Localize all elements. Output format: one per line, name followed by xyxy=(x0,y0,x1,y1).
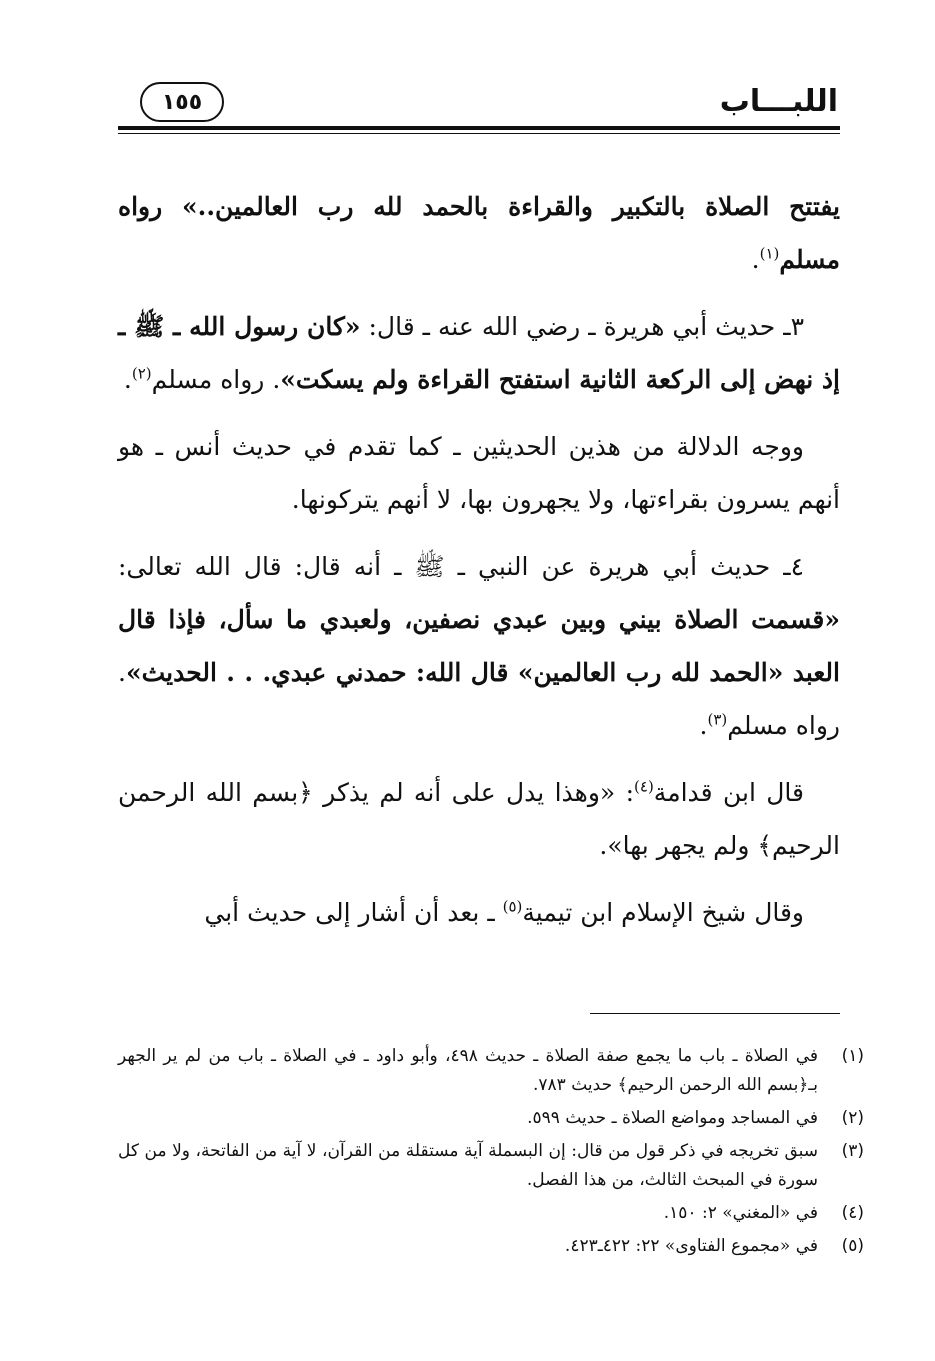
paragraph-end: . xyxy=(751,245,760,274)
paragraph-end: . رواه مسلم xyxy=(118,658,840,740)
hadith-text: «كان رسول الله ـ ﷺ ـ إذ نهض إلى الركعة الثانية استفتح القراءة ولم يسكت» xyxy=(118,312,840,394)
paragraph-intro: ٣ـ حديث أبي هريرة ـ رضي الله عنه ـ قال: xyxy=(360,312,804,341)
footnote-number: (٣) xyxy=(841,1141,864,1161)
footnote xyxy=(118,1232,864,1261)
footnote-ref: (٣) xyxy=(707,710,728,729)
paragraph-6 xyxy=(118,886,840,939)
footnote-number: (٢) xyxy=(841,1108,864,1128)
hadith-text: «قسمت الصلاة بيني وبين عبدي نصفين، ولعبدي ما سأل، فإذا قال العبد «الحمد لله رب العالمين» قال الله: حمدني عبدي. . . الحديث» xyxy=(118,605,840,687)
paragraph-end: . xyxy=(123,365,132,394)
paragraph-5 xyxy=(118,766,840,872)
footnote xyxy=(118,1137,864,1195)
header-rule-thick xyxy=(118,126,840,130)
footnote-text: في الصلاة ـ باب ما يجمع صفة الصلاة ـ حديث ٤٩٨، وأبو داود ـ في الصلاة ـ باب من لم ير الجهر بـ﴿بسم الله الرحمن الرحيم﴾ حديث ٧٨٣. xyxy=(118,1046,818,1095)
paragraph-4 xyxy=(118,540,840,752)
footnote xyxy=(118,1042,864,1100)
book-title: اللبـــاب xyxy=(719,84,838,119)
footnote-ref: (١) xyxy=(759,244,780,263)
footnote-text: سبق تخريجه في ذكر قول من قال: إن البسملة آية مستقلة من القرآن، لا آية من الفاتحة، ولا من كل سورة في المبحث الثالث، من هذا الفصل. xyxy=(118,1141,818,1190)
footnote-text: في المساجد ومواضع الصلاة ـ حديث ٥٩٩. xyxy=(527,1108,818,1128)
footnote-number: (٤) xyxy=(841,1203,864,1223)
footnote-ref: (٤) xyxy=(634,777,654,796)
paragraph-text: ـ بعد أن أشار إلى حديث أبي xyxy=(204,898,503,927)
paragraph-3: ووجه الدلالة من هذين الحديثين ـ كما تقدم في حديث أنس ـ هو أنهم يسرون بقراءتها، ولا يجهرون بها، لا أنهم يتركونها. xyxy=(118,432,840,514)
footnote xyxy=(118,1104,864,1133)
footnote-text: في «مجموع الفتاوى» ٢٢: ٤٢٢ـ٤٢٣. xyxy=(564,1236,818,1256)
paragraph-1 xyxy=(118,180,840,286)
header-rule-thin xyxy=(118,133,840,134)
hadith-text: يفتتح الصلاة بالتكبير والقراءة بالحمد لله رب العالمين..» رواه مسلم xyxy=(118,192,840,274)
running-header xyxy=(118,78,838,130)
footnote-ref: (٥) xyxy=(502,897,523,916)
footnote-separator xyxy=(590,1013,840,1014)
main-text xyxy=(118,180,840,953)
page-number: ١٥٥ xyxy=(140,82,224,122)
paragraph-intro: وقال شيخ الإسلام ابن تيمية xyxy=(522,898,804,927)
paragraph-end: . xyxy=(699,711,708,740)
footnote-number: (١) xyxy=(841,1046,864,1066)
footnote-text: في «المغني» ٢: ١٥٠. xyxy=(663,1203,818,1223)
footnote-number: (٥) xyxy=(841,1236,864,1256)
footnote-ref: (٢) xyxy=(131,364,152,383)
paragraph-end: . رواه مسلم xyxy=(151,365,281,394)
paragraph-intro: قال ابن قدامة xyxy=(653,778,805,807)
paragraph-intro: ٤ـ حديث أبي هريرة عن النبي ـ ﷺ ـ أنه قال: قال الله تعالى: xyxy=(118,552,804,581)
quote-text: : «وهذا يدل على أنه لم يذكر ﴿بسم الله الرحمن الرحيم﴾ ولم يجهر بها». xyxy=(118,778,840,860)
paragraph-2 xyxy=(118,300,840,406)
footnote xyxy=(118,1199,864,1228)
footnotes xyxy=(118,1042,864,1265)
